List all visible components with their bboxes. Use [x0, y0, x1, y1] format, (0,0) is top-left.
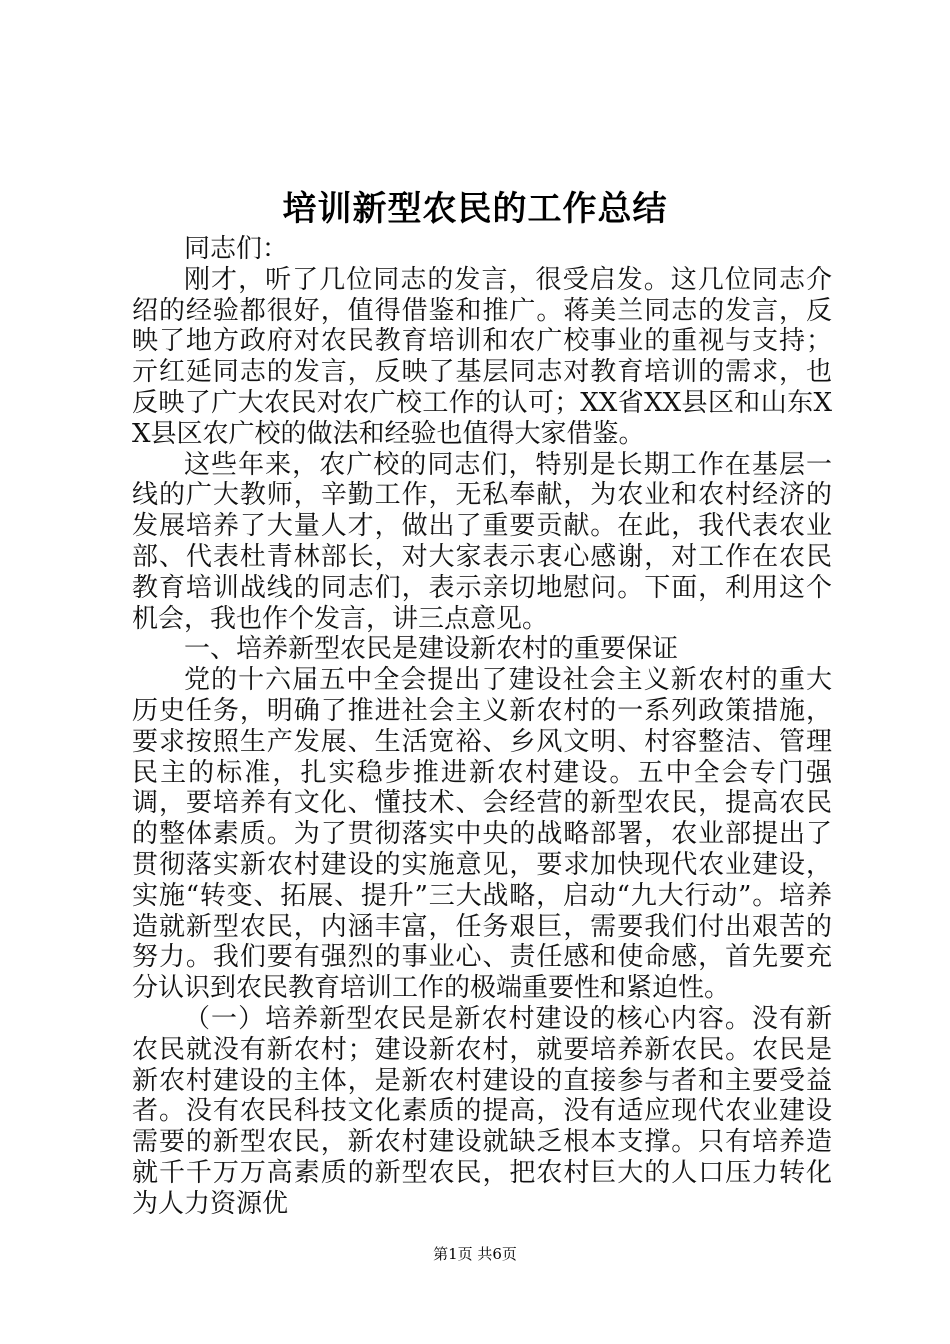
paragraph-section-1: 党的十六届五中全会提出了建设社会主义新农村的重大历史任务，明确了推进社会主义新农村的一系列政策措施，要求按照生产发展、生活宽裕、乡风文明、村容整洁、管理民主的标准，扎实稳步推进新农村建设。五中全会专门强调，要培养有文化、懂技术、会经营的新型农民，提高农民的整体素质。为了贯彻落实中央的战略部署，农业部提出了贯彻落实新农村建设的实施意见，要求加快现代农业建设，实施“转变、拓展、提升”三大战略，启动“九大行动”。培养造就新型农民，内涵丰富，任务艰巨，需要我们付出艰苦的努力。我们要有强烈的事业心、责任感和使命感，首先要充分认识到农民教育培训工作的极端重要性和紧迫性。 — [132, 665, 832, 1004]
salutation: 同志们： — [184, 234, 289, 264]
document-body — [132, 234, 832, 1220]
paragraph-intro: 刚才，听了几位同志的发言，很受启发。这几位同志介绍的经验都很好，值得借鉴和推广。蒋美兰同志的发言，反映了地方政府对农民教育培训和农广校事业的重视与支持；亓红延同志的发言，反映了基层同志对教育培训的需求，也反映了广大农民对农广校工作的认可；XX省XX县区和山东XX县区农广校的做法和经验也值得大家借鉴。 — [132, 264, 832, 449]
paragraph-subsection-1: （一）培养新型农民是新农村建设的核心内容。没有新农民就没有新农村；建设新农村，就要培养新农民。农民是新农村建设的主体，是新农村建设的直接参与者和主要受益者。没有农民科技文化素质的提高，没有适应现代农业建设需要的新型农民，新农村建设就缺乏根本支撑。只有培养造就千千万万高素质的新型农民，把农村巨大的人口压力转化为人力资源优 — [132, 1003, 832, 1219]
page-number-footer: 第1页 共6页 — [433, 1245, 517, 1263]
paragraph-thanks: 这些年来，农广校的同志们，特别是长期工作在基层一线的广大教师，辛勤工作，无私奉献，为农业和农村经济的发展培养了大量人才，做出了重要贡献。在此，我代表农业部、代表杜青林部长，对大家表示衷心感谢，对工作在农民教育培训战线的同志们，表示亲切地慰问。下面，利用这个机会，我也作个发言，讲三点意见。 — [132, 449, 832, 634]
document-title: 培训新型农民的工作总结 — [282, 189, 668, 229]
section-heading-1: 一、培养新型农民是建设新农村的重要保证 — [184, 634, 679, 665]
